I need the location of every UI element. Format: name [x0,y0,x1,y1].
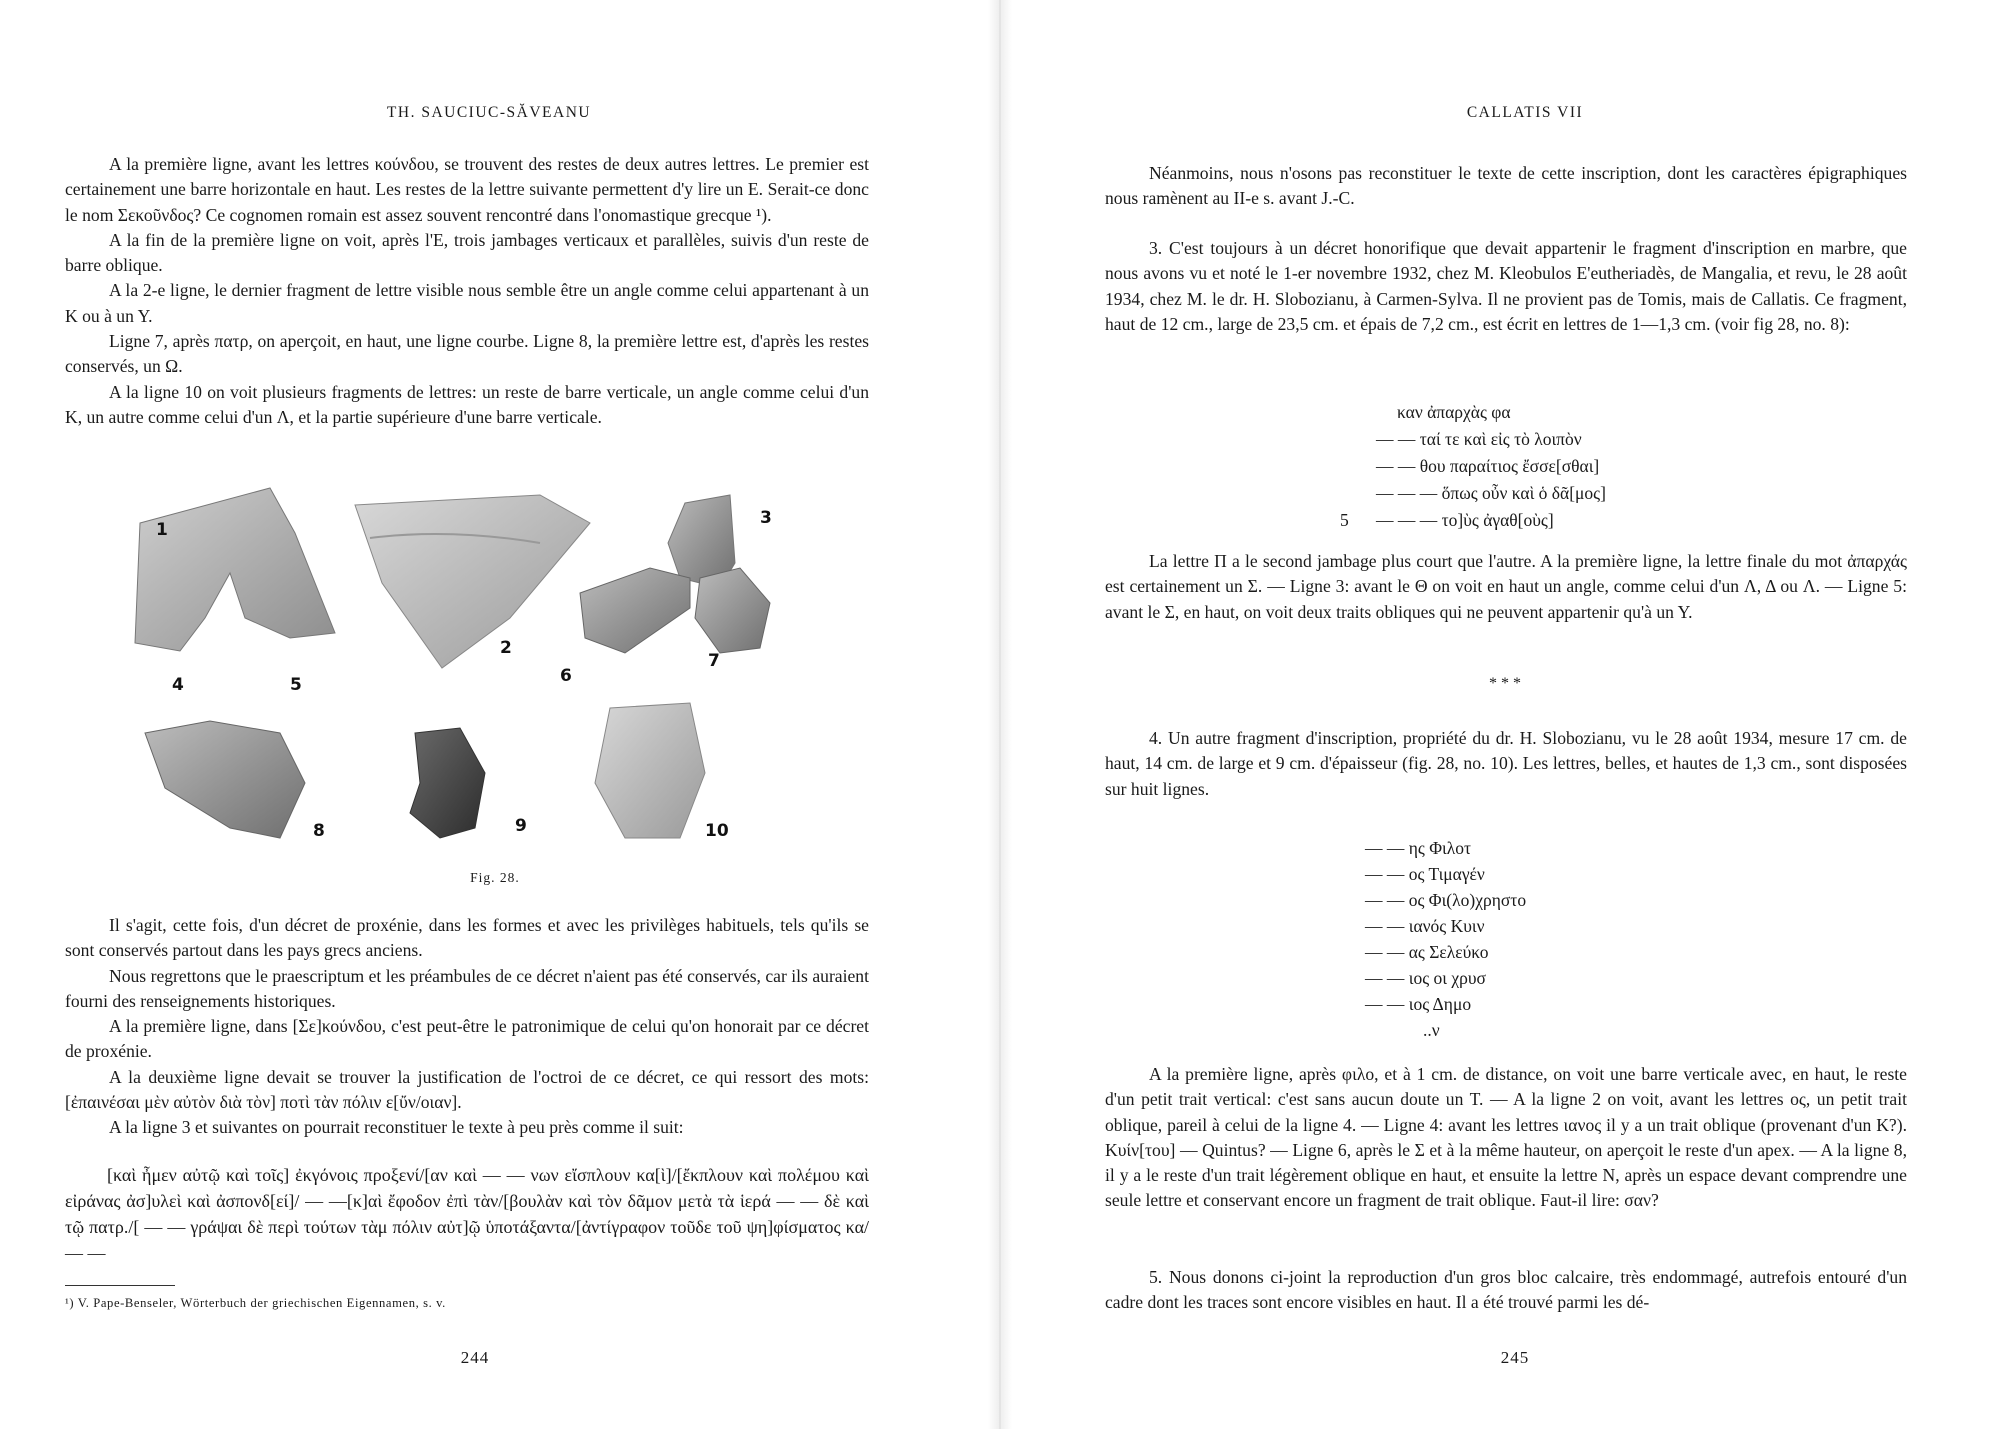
page-number-left: 244 [460,1348,490,1367]
paragraph: A la première ligne, avant les lettres κούνδου, se trouvent des restes de deux autres lettres. Le premier est certainement une barre horizontale en haut. Les restes de la lettre suivante permettent d'y lire un E. Serait-ce donc le nom Σεκοῦνδος? Ce cognomen romain est assez souvent rencontré dans l'onomastique grecque ¹). [65,154,869,225]
paragraph: A la première ligne, après φιλο, et à 1 cm. de distance, on voit une barre verticale avec, en haut, le reste d'un petit trait vertical: c'est sans aucun doute un T. — A la ligne 2 on voit, avant les lettres ος, un petit trait oblique, pareil à celui de la ligne 4. — Ligne 4: avant les lettres ιανος il y a un trait oblique (provenant d'un K?). Κυίν[του] — Quintus? — Ligne 6, après le Σ et à la même hauteur, on aperçoit le reste d'un apex. — A la ligne 8, il y a le reste d'un trait légèrement oblique en haut, et ensuite la lettre N, après un espace devant comprendre une seule lettre et conservant encore un fragment de trait oblique. Faut-il lire: σαν? [1105,1064,1907,1211]
fig-label-8: 8 [313,821,325,841]
greek-text: [καὶ ἦμεν αὐτῷ καὶ τοῖς] ἐκγόνοις προξενί/[αν καὶ — — νων εἴσπλουν κα[ὶ]/[ἔκπλουν καὶ πολέμου καὶ εἰράνας ἀσ]υλεὶ καὶ ἀσπονδ[εί]/ — —[κ]αὶ ἔφοδον ἐπὶ τὰν/[βουλὰν καὶ τὸν δᾶμον μετὰ τὰ ἱερά — — δὲ καὶ τῷ πατρ./[ — — γράψαι δὲ περὶ τούτων τὰμ πόλιν αὐτ]ῷ ὑποτάξαντα/[ἀντίγραφον τοῦδε τοῦ ψη]φίσματος κα/ — — [65,1165,869,1263]
inscription-line: ..ν [1423,1020,1440,1040]
running-header-left: TH. SAUCIUC-SĂVEANU [386,104,592,121]
running-header-right: CALLATIS VII [1466,104,1584,121]
figure-caption: Fig. 28. [470,870,520,885]
inscription-line: 5 — — — το]ὺς ἀγαθ[οὺς] [1340,510,1554,530]
inscription-line: — — ιος Δημο [1365,994,1472,1014]
fragment-9 [410,728,485,838]
fragment-7 [695,568,770,653]
paragraph: A la deuxième ligne devait se trouver la justification de l'octroi de ce décret, ce qui ressort des mots: [ἐπαινέσαι μὲν αὐτὸν διὰ τὸν] ποτὶ τὰν πόλιν ε[ὔν/οιαν]. [65,1066,869,1113]
left-page [0,0,990,1429]
fig-label-3: 3 [760,508,772,528]
fragment-photos-figure [120,483,860,868]
paragraph-5 [1105,1062,1907,1214]
inscription-line: — — ος Τιμαγέν [1365,864,1485,884]
paragraph: Néanmoins, nous n'osons pas reconstituer le texte de cette inscription, dont les caractères épigraphiques nous ramènent au II-e s. avant J.-C. [1105,163,1907,209]
inscription-block-2 [1365,838,1765,1046]
inscription-line: — — ιος οι χρυσ [1365,968,1486,988]
inscription-line: — — ας Σελεύκο [1365,942,1489,962]
paragraph: A la ligne 10 on voit plusieurs fragments de lettres: un reste de barre verticale, un angle comme celui d'un K, un autre comme celui d'un Λ, et la partie supérieure d'une barre verticale. [65,381,869,427]
fragment-6 [580,568,690,653]
inscription-line: — — ης Φιλοτ [1365,838,1471,858]
paragraph-3 [1105,549,1907,625]
paragraph-4 [1105,726,1907,802]
intro-text [65,152,869,430]
footnote-rule [65,1285,175,1286]
paragraph-6 [1105,1265,1907,1316]
fig-label-2: 2 [500,638,512,658]
fig-label-7: 7 [708,651,720,671]
inscription-line: καν ἀπαρχὰς φα [1397,402,1511,422]
inscription-line: — — ος Φι(λο)χρηστο [1365,890,1527,910]
book-gutter [988,0,1012,1429]
fig-label-9: 9 [515,816,527,836]
fig-label-5: 5 [290,675,302,695]
page-number-right: 245 [1500,1348,1530,1367]
paragraph: A la 2-e ligne, le dernier fragment de lettre visible nous semble être un angle comme celui appartenant à un K ou à un Y. [65,280,869,326]
right-page [1010,0,2000,1429]
main-text [65,913,869,1141]
fragment-1 [135,488,335,651]
paragraph: Nous regrettons que le praescriptum et les préambules de ce décret n'aient pas été conservés, car ils auraient fourni des renseignements historiques. [65,965,869,1011]
footnote: ¹) V. Pape-Benseler, Wörterbuch der griechischen Eigennamen, s. v. [65,1296,446,1310]
fig-label-4: 4 [172,675,184,695]
paragraph: Ligne 7, après πατρ, on aperçoit, en haut, une ligne courbe. Ligne 8, la première lettre est, d'après les restes conservés, un Ω. [65,331,869,377]
paragraph: La lettre Π a le second jambage plus court que l'autre. A la première ligne, la lettre finale du mot ἀπαρχάς est certainement un Σ. — Ligne 3: avant le Θ on voit en haut un angle, comme celui d'un Λ, Δ ou Λ. — Ligne 5: avant le Σ, en haut, on voit deux traits obliques qui ne peuvent appartenir qu'à un Y. [1105,551,1907,622]
fragment-10 [595,703,705,838]
paragraph: 5. Nous donons ci-joint la reproduction d'un gros bloc calcaire, très endommagé, autrefois entouré d'un cadre dont les traces sont encore visibles en haut. Il a été trouvé parmi les dé- [1105,1267,1907,1313]
inscription-line: — — — ὅπως οὖν καὶ ὁ δᾶ[μος] [1376,483,1606,503]
fig-label-6: 6 [560,666,572,686]
section-separator: * * * [1489,675,1521,692]
fig-label-10: 10 [705,821,729,841]
inscription-block-1 [1310,402,1810,537]
paragraph: A la première ligne, dans [Σε]κούνδου, c'est peut-être le patronimique de celui qu'on honorait par ce décret de proxénie. [65,1016,869,1062]
fragment-8 [145,721,305,838]
paragraph: Il s'agit, cette fois, d'un décret de proxénie, dans les formes et avec les privilèges habituels, tels qu'ils se sont conservés partout dans les pays grecs anciens. [65,915,869,961]
paragraph: A la fin de la première ligne on voit, après l'E, trois jambages verticaux et parallèles, suivis d'un reste de barre oblique. [65,229,869,276]
inscription-line: — — θου παραίτιος ἔσσε[σθαι] [1376,456,1600,476]
inscription-line: — — ιανός Κυιν [1365,916,1485,936]
paragraph: 3. C'est toujours à un décret honorifique que devait appartenir le fragment d'inscription en marbre, que nous avons vu et noté le 1-er novembre 1932, chez M. Kleobulos E'eutheriadès, de Mangalia, et revu, le 28 août 1934, chez M. le dr. H. Slobozianu, à Carmen-Sylva. Il ne provient pas de Tomis, mais de Callatis. Ce fragment, haut de 12 cm., large de 23,5 cm. et épais de 7,2 cm., est écrit en lettres de 1—1,3 cm. (voir fig 28, no. 8): [1105,238,1907,334]
paragraph-2 [1105,236,1907,337]
inscription-line: — — ταί τε καὶ εἰς τὸ λοιπὸν [1376,429,1582,449]
fig-label-1: 1 [156,520,168,540]
paragraph: 4. Un autre fragment d'inscription, propriété du dr. H. Slobozianu, vu le 28 août 1934, mesure 17 cm. de haut, 14 cm. de large et 9 cm. d'épaisseur (fig. 28, no. 10). Les lettres, belles, et hautes de 1,3 cm., sont disposées sur huit lignes. [1105,728,1907,799]
paragraph-1 [1105,161,1907,212]
greek-reconstruction [65,1162,869,1266]
paragraph: A la ligne 3 et suivantes on pourrait reconstituer le texte à peu près comme il suit: [109,1117,684,1138]
fragment-2 [355,495,590,668]
line-number: 5 [1340,510,1349,530]
